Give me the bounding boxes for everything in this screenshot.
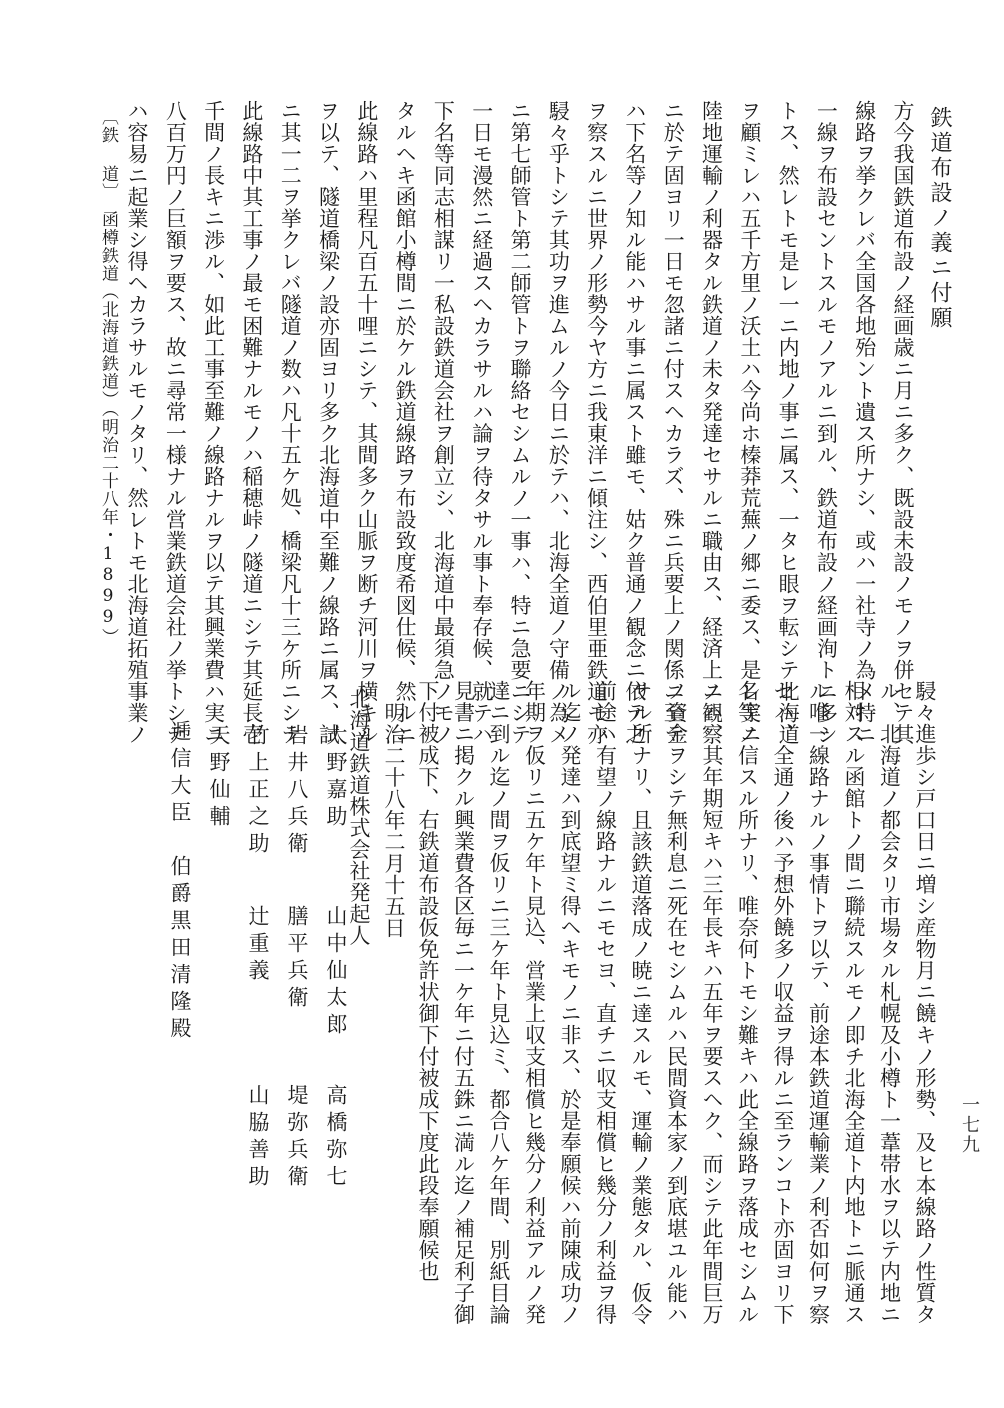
text-column: 此線路ハ里程凡百五十哩ニシテ、其間多ク山脈ヲ断チ河川ヲ横キル xyxy=(354,100,379,745)
text-column: トス、然レトモ是レ一ニ内地ノ事ニ属ス、一タヒ眼ヲ転シテ北海道 xyxy=(776,100,801,745)
text-column: 下付被成下、右鉄道布設仮免許状御下付被成下度此段奉願候也 xyxy=(416,680,440,1282)
lower-text-block xyxy=(60,680,937,1325)
text-column: 下名等同志相謀リ一私設鉄道会社ヲ創立シ、北海道中最須急ノモノ xyxy=(431,100,456,745)
company-line: 北海道鉄道株式会社発起人 xyxy=(347,688,371,946)
text-column: タルヘキ函館小樽間ニ於ケル鉄道線路ヲ布設致度希図仕候、然ルニ xyxy=(393,100,418,745)
text-column: ル、北海道ノ都会タリ市場タル札幌及小樽ト一葦帯水ヲ以テ内地ニ xyxy=(877,680,902,1325)
signer: 大野嘉助 xyxy=(324,724,348,832)
signer: 膳平兵衛 xyxy=(285,905,309,1013)
upper-text-block xyxy=(90,100,952,745)
text-column: 一線ヲ布設セントスルモノアルニ到ル、鉄道布設ノ経画洵トニ多シ xyxy=(814,100,839,745)
text-column: 千間ノ長キニ渉ル、如此工事至難ノ線路ナルヲ以テ其興業費ハ実ニ xyxy=(201,100,226,745)
text-column: 名等ノ信スル所ナリ、唯奈何トモシ難キハ此全線路ヲ落成セシムル xyxy=(735,680,760,1325)
date-line: 明治二十八年二月十五日 xyxy=(382,702,406,939)
text-column: ヲ以テ、隧道橋梁ノ設亦固ヨリ多ク北海道中至難ノ線路ニ属ス、試 xyxy=(316,100,341,745)
text-column: 年期ヲ仮リニ五ケ年ト見込、営業上収支相償ヒ幾分ノ利益アルノ発 xyxy=(522,680,547,1325)
signer: 竹上正之助 xyxy=(246,724,270,859)
text-column: ル迄ノ発達ハ到底望ミ得ヘキモノニ非ス、於是奉願候ハ前陳成功ノ xyxy=(558,680,582,1325)
text-column: 線路ヲ挙クレバ全国各地殆ント遺ス所ナシ、或ハ一社寺ノ為メ特ニ xyxy=(852,100,877,745)
text-column: ヲ察スルニ世界ノ形勢今ヤ方ニ我東洋ニ傾注シ、西伯里亜鉄道モ亦 xyxy=(584,100,609,745)
signer: 天野仙輔 xyxy=(207,724,231,832)
text-column: ニ於テ固ヨリ一日モ忽諸ニ付スヘカラズ、殊ニ兵要上ノ関係ニ至テ xyxy=(661,100,686,745)
signer: 岩井八兵衛 xyxy=(285,724,309,859)
signer: 高橋弥七 xyxy=(324,1084,348,1192)
document-title: 鉄道布設ノ義ニ付願 xyxy=(927,106,952,331)
text-column: 八百万円ノ巨額ヲ要ス、故ニ尋常一様ナル営業鉄道会社ノ挙トシテ xyxy=(163,100,188,745)
signer: 山中仙太郎 xyxy=(324,905,348,1040)
addressee: 逓信大臣 伯爵黒田清隆殿 xyxy=(168,720,192,1044)
text-column: ハ容易ニ起業シ得ヘカラサルモノタリ、然レトモ北海道拓殖事業ノ xyxy=(125,100,149,745)
text-column: ハ下名等ノ知ル能ハサル事ニ属スト雖モ、姑ク普通ノ観念ニ依テ之 xyxy=(622,100,647,745)
text-column: サル所ナリ、且該鉄道落成ノ暁ニ達スルモ、運輸ノ業態タル、仮令 xyxy=(629,680,653,1325)
text-column: ヲ顧ミレハ五千方里ノ沃土ハ今尚ホ榛莽荒蕪ノ郷ニ委ス、是レ実ニ xyxy=(737,100,762,745)
text-column: 此線路中其工事ノ最モ困難ナルモノハ稲穂峠ノ隧道ニシテ其延長壱 xyxy=(239,100,264,745)
text-column: ノ資金ヲシテ無利息ニ死在セシムルハ民間資本家ノ到底堪ユル能ハ xyxy=(664,680,689,1325)
text-column: 達ニ到ル迄ノ間ヲ仮リニ三ケ年ト見込ミ、都合八ケ年間、別紙目論 xyxy=(487,680,511,1325)
text-column: 陸地運輸ノ利器タル鉄道ノ未タ発達セサルニ職由ス、経済上ノ観察 xyxy=(699,100,724,745)
text-column: ニハ、其年期短キハ三年長キハ五年ヲ要スヘク、而シテ此年間巨万 xyxy=(700,680,724,1325)
text-column: 駸々進歩シ戸口日ニ増シ産物月ニ饒キノ形勢、及ヒ本線路ノ性質タ xyxy=(913,680,937,1325)
text-column: ニ其一二ヲ挙クレバ隧道ノ数ハ凡十五ケ処、橋梁凡十三ケ所ニシテ xyxy=(278,100,303,745)
signer: 山脇善助 xyxy=(246,1084,270,1192)
text-column: 方今我国鉄道布設ノ経画歳ニ月ニ多ク、既設未設ノモノヲ併セテ其 xyxy=(891,100,915,745)
signer: 辻重義 xyxy=(246,905,270,986)
signer: 堤弥兵衛 xyxy=(285,1084,309,1192)
text-column: 前途ハ有望ノ線路ナルニモセヨ、直チニ収支相償ヒ幾分ノ利益ヲ得 xyxy=(593,680,618,1325)
text-column: 見書ニ掲クル興業費各区毎ニ一ケ年ニ付五銖ニ満ル迄ノ補足利子御 xyxy=(451,680,476,1325)
text-column: 駸々乎トシテ其功ヲ進ムルノ今日ニ於テハ、北海全道ノ守備ノ為メ xyxy=(546,100,571,745)
text-column: セハ、全通ノ後ハ予想外饒多ノ収益ヲ得ルニ至ランコト亦固ヨリ下 xyxy=(771,680,795,1325)
text-column: ル唯一線路ナルノ事情トヲ以テ、前途本鉄道運輸業ノ利否如何ヲ察 xyxy=(806,680,831,1325)
text-column: ニ第七師管ト第二師管トヲ聯絡セシムルノ一事ハ、特ニ急要ニシテ xyxy=(508,100,532,745)
page-number: 一七九 xyxy=(959,1095,980,1155)
footer-citation: 〔鉄 道〕 函樽鉄道（北海道鉄道）（明治二十八年・1899） xyxy=(98,108,118,646)
text-column: 一日モ漫然ニ経過スヘカラサルハ論ヲ待タサル事ト奉存候、就テハ xyxy=(469,100,494,745)
text-column: 相対スル函館トノ間ニ聯続スルモノ即チ北海全道ト内地トニ脈通ス xyxy=(842,680,866,1325)
